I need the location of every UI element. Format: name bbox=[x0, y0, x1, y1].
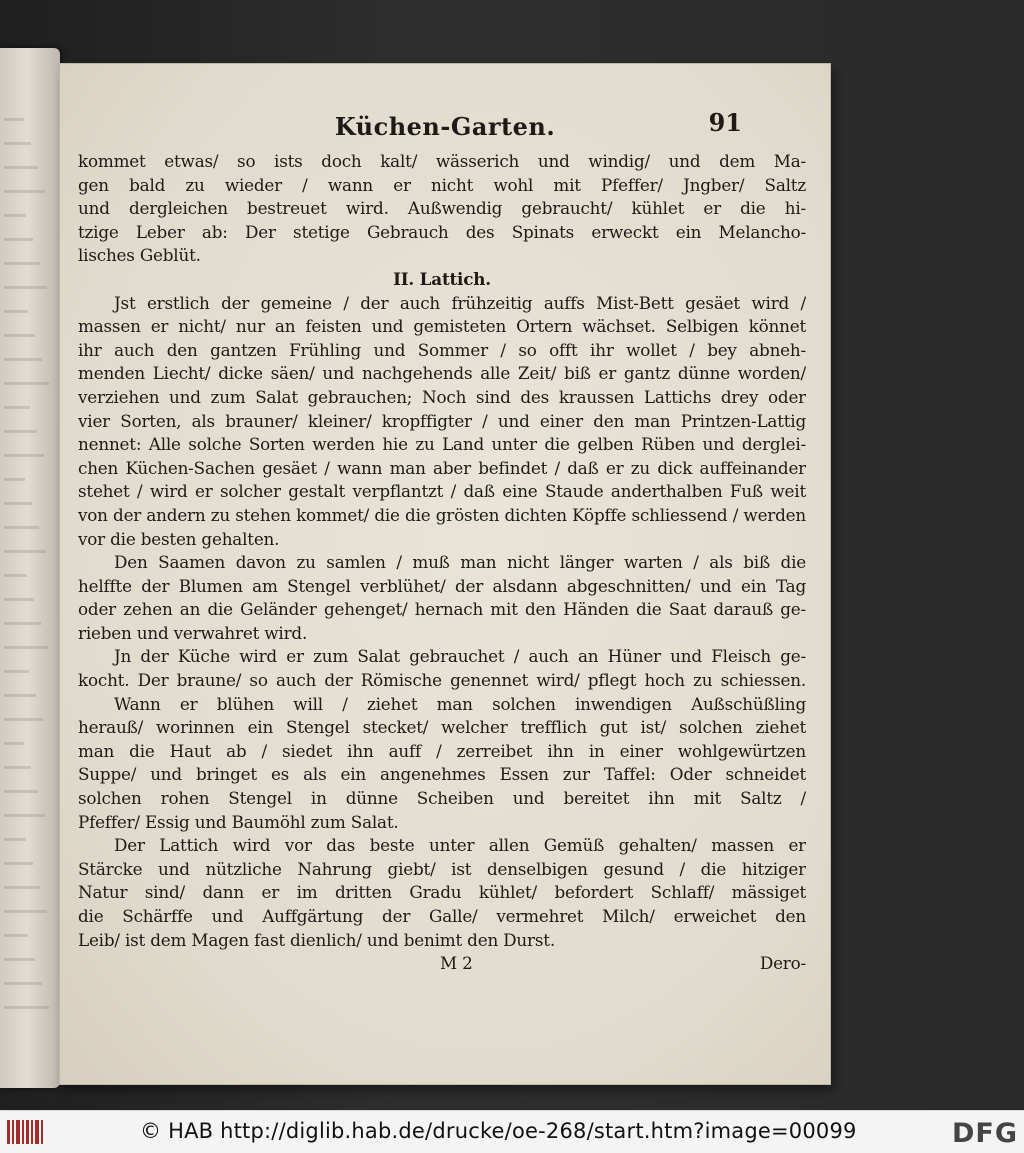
text-line: lisches Geblüt. bbox=[78, 245, 201, 266]
text-line: massen er nicht/ nur an feisten und gemisteten Ortern wächset. Selbigen könnet bbox=[78, 316, 806, 337]
page-number: 91 bbox=[708, 108, 742, 137]
ghost-text-line bbox=[4, 574, 27, 577]
text-line: vor die besten gehalten. bbox=[78, 528, 280, 549]
previous-page-edge bbox=[0, 48, 60, 1088]
catchword: Dero- bbox=[759, 953, 806, 974]
text-line: Natur sind/ dann er im dritten Gradu kühlet/ befordert Schlaff/ mässiget bbox=[78, 882, 806, 903]
ghost-text-line bbox=[4, 598, 34, 601]
ghost-text-line bbox=[4, 862, 33, 865]
hab-barcode-icon bbox=[6, 1117, 46, 1147]
ghost-text-line bbox=[4, 262, 40, 265]
text-line: von der andern zu stehen kommet/ die die grösten dichten Köpffe schliessend / werden bbox=[78, 504, 806, 525]
ghost-text-line bbox=[4, 910, 47, 913]
text-line: gen bald zu wieder / wann er nicht wohl mit Pfeffer/ Jngber/ Saltz bbox=[78, 174, 806, 195]
ghost-text-line bbox=[4, 958, 35, 961]
text-line: kommet etwas/ so ists doch kalt/ wässerich und windig/ und dem Ma- bbox=[78, 151, 806, 171]
text-line: menden Liecht/ dicke säen/ und nachgehends alle Zeit/ biß er gantz dünne worden/ bbox=[78, 363, 806, 384]
text-line: Jst erstlich der gemeine / der auch frühzeitig auffs Mist-Bett gesäet wird / bbox=[114, 292, 806, 313]
ghost-text-line bbox=[4, 430, 37, 433]
ghost-text-line bbox=[4, 214, 26, 217]
text-line: man die Haut ab / siedet ihn auff / zerreibet ihn in einer wohlgewürtzen bbox=[78, 740, 806, 761]
text-line: Den Saamen davon zu samlen / muß man nicht länger warten / als biß die bbox=[114, 552, 806, 573]
ghost-text-line bbox=[4, 286, 47, 289]
source-link[interactable]: © HAB http://diglib.hab.de/drucke/oe-268/start.htm?image=00099 bbox=[140, 1119, 857, 1143]
ghost-text-line bbox=[4, 502, 32, 505]
ghost-text-line bbox=[4, 1006, 49, 1009]
text-line: kocht. Der braune/ so auch der Römische genennet wird/ pflegt hoch zu schiessen. bbox=[78, 670, 806, 691]
text-line: chen Küchen-Sachen gesäet / wann man aber befindet / daß er zu dick auffeinander bbox=[78, 457, 806, 478]
ghost-text-line bbox=[4, 766, 31, 769]
footer-bar bbox=[0, 1110, 1024, 1153]
ghost-text-line bbox=[4, 934, 28, 937]
text-line: die Schärffe und Auffgärtung der Galle/ vermehret Milch/ erweichet den bbox=[78, 906, 806, 926]
ghost-text-line bbox=[4, 142, 31, 145]
ghost-text-line bbox=[4, 358, 42, 361]
text-line: vier Sorten, als brauner/ kleiner/ kropffigter / und einer den man Printzen-Lattig bbox=[78, 410, 806, 431]
text-line: nennet: Alle solche Sorten werden hie zu Land unter die gelben Rüben und derglei- bbox=[78, 434, 806, 455]
section-heading: II. Lattich. bbox=[393, 268, 491, 289]
text-line: Pfeffer/ Essig und Baumöhl zum Salat. bbox=[78, 811, 399, 832]
text-line: herauß/ worinnen ein Stengel stecket/ welcher trefflich gut ist/ solchen ziehet bbox=[78, 717, 806, 738]
catchword-line bbox=[78, 952, 806, 976]
ghost-text-line bbox=[4, 646, 48, 649]
signature-mark: M 2 bbox=[440, 953, 473, 974]
ghost-text-line bbox=[4, 478, 25, 481]
text-line: Der Lattich wird vor das beste unter allen Gemüß gehalten/ massen er bbox=[114, 835, 806, 856]
ghost-text-line bbox=[4, 118, 24, 121]
ghost-text-line bbox=[4, 670, 29, 673]
ghost-text-line bbox=[4, 334, 35, 337]
text-line: ihr auch den gantzen Frühling und Sommer / so offt ihr wollet / bey abneh- bbox=[78, 339, 806, 360]
text-line: Leib/ ist dem Magen fast dienlich/ und benimt den Durst. bbox=[78, 929, 555, 950]
ghost-text-line bbox=[4, 982, 42, 985]
ghost-text-line bbox=[4, 718, 43, 721]
ghost-text-line bbox=[4, 526, 39, 529]
ghost-text-line bbox=[4, 238, 33, 241]
running-head-title: Küchen-Garten. bbox=[334, 112, 556, 141]
ghost-text-line bbox=[4, 622, 41, 625]
text-line: Stärcke und nützliche Nahrung giebt/ ist denselbigen gesund / die hitziger bbox=[78, 858, 806, 879]
ghost-text-line bbox=[4, 166, 38, 169]
ghost-text-line bbox=[4, 310, 28, 313]
ghost-text-line bbox=[4, 382, 49, 385]
text-line: stehet / wird er solcher gestalt verpflantzt / daß eine Staude anderthalben Fuß weit bbox=[78, 481, 806, 502]
dfg-logo: DFG bbox=[951, 1118, 1018, 1149]
ghost-text-line bbox=[4, 454, 44, 457]
ghost-text-line bbox=[4, 694, 36, 697]
text-line: helffte der Blumen am Stengel verblühet/ der alsdann abgeschnitten/ und ein Tag bbox=[78, 575, 806, 596]
text-line: tzige Leber ab: Der stetige Gebrauch des Spinats erweckt ein Melancho- bbox=[78, 221, 806, 242]
text-line: verziehen und zum Salat gebrauchen; Noch sind des kraussen Lattichs drey oder bbox=[78, 386, 806, 407]
running-head bbox=[60, 108, 830, 146]
ghost-text-line bbox=[4, 742, 24, 745]
text-line: solchen rohen Stengel in dünne Scheiben und bereitet ihn mit Saltz / bbox=[78, 788, 806, 809]
text-line: rieben und verwahret wird. bbox=[78, 622, 308, 643]
text-line: Wann er blühen will / ziehet man solchen inwendigen Außschüßling bbox=[114, 693, 806, 714]
ghost-text-line bbox=[4, 886, 40, 889]
ghost-text-line bbox=[4, 838, 26, 841]
ghost-text-line bbox=[4, 550, 46, 553]
body-text bbox=[78, 150, 806, 976]
text-line: und dergleichen bestreuet wird. Außwendig gebraucht/ kühlet er die hi- bbox=[78, 198, 806, 219]
text-line: Jn der Küche wird er zum Salat gebrauchet / auch an Hüner und Fleisch ge- bbox=[114, 646, 806, 667]
book-page bbox=[60, 64, 830, 1084]
ghost-text-line bbox=[4, 814, 45, 817]
ghost-text-line bbox=[4, 190, 45, 193]
ghost-text-line bbox=[4, 790, 38, 793]
text-line: Suppe/ und bringet es als ein angenehmes Essen zur Taffel: Oder schneidet bbox=[78, 764, 806, 785]
ghost-text-line bbox=[4, 406, 30, 409]
text-line: oder zehen an die Geländer gehenget/ hernach mit den Händen die Saat darauß ge- bbox=[78, 599, 806, 620]
